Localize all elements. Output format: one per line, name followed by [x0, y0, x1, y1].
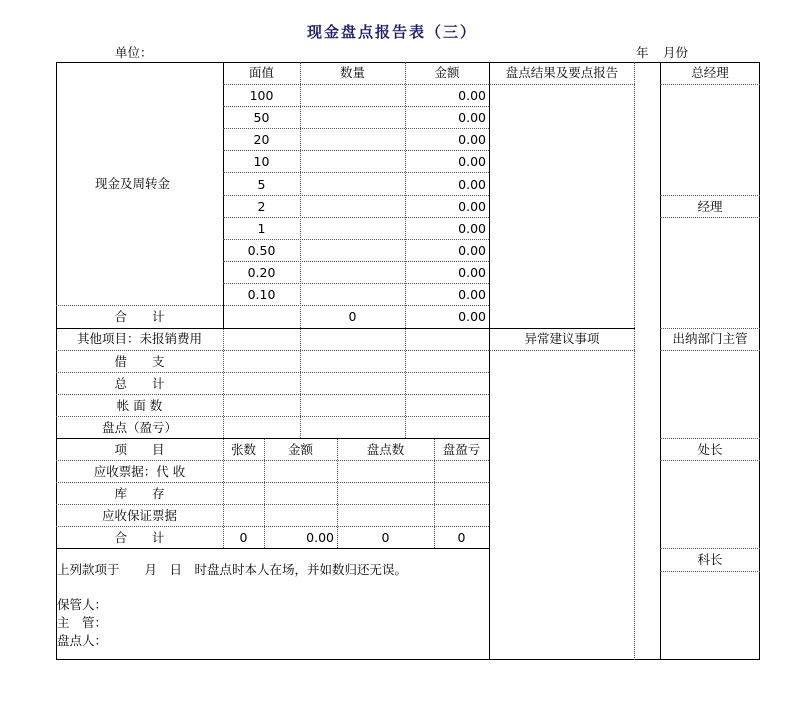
denomination-cell: 2	[257, 199, 266, 214]
amount-cell: 0.00	[458, 243, 486, 258]
custodian-label: 保管人：	[57, 597, 108, 612]
notes-row-label: 应收保证票据	[101, 508, 177, 523]
cash-section-label: 现金及周转金	[95, 176, 171, 191]
approval-division-chief: 处长	[697, 442, 723, 457]
notes-col-counted: 盘点数	[366, 442, 405, 457]
notes-col-item: 项 目	[114, 442, 165, 457]
unit-label: 单位：	[115, 45, 153, 60]
approval-manager: 经理	[697, 199, 723, 214]
divider-results-inner	[634, 62, 635, 660]
page-title: 现金盘点报告表（三）	[307, 23, 478, 41]
total-label: 合 计	[114, 309, 165, 324]
notes-col-surplus: 盘盈亏	[442, 442, 481, 457]
borrow-label: 借 支	[114, 354, 165, 369]
amount-cell: 0.00	[458, 154, 486, 169]
surplus-label: 盘点（盈亏）	[101, 420, 177, 435]
notes-total-count: 0	[239, 530, 248, 545]
denomination-cell: 5	[257, 177, 266, 192]
denomination-cell: 1	[257, 221, 266, 236]
declaration-text: 上列款项于 月 日 时盘点时本人在场，并如数归还无误。	[57, 562, 408, 577]
denomination-cell: 10	[253, 154, 270, 169]
approval-cashier-head: 出纳部门主管	[672, 331, 748, 346]
notes-total-label: 合 计	[114, 530, 165, 545]
notes-row-label: 库 存	[114, 486, 165, 501]
approval-section-chief: 科长	[697, 552, 723, 567]
supervisor-label: 主 管：	[57, 615, 108, 630]
counter-label: 盘点人：	[57, 633, 108, 648]
denomination-cell: 0.20	[247, 265, 276, 280]
book-label: 帐 面 数	[116, 398, 163, 413]
notes-col-amount: 金额	[287, 442, 313, 457]
denomination-cell: 50	[253, 110, 270, 125]
denomination-cell: 0.10	[247, 287, 276, 302]
denomination-cell: 0.50	[247, 243, 276, 258]
divider-results	[489, 62, 490, 660]
notes-total-amount: 0.00	[306, 530, 334, 545]
col-amount: 金额	[434, 65, 460, 80]
month-label: 月份	[663, 45, 689, 60]
amount-cell: 0.00	[458, 132, 486, 147]
amount-cell: 0.00	[458, 110, 486, 125]
denomination-cell: 20	[253, 132, 270, 147]
amount-cell: 0.00	[458, 88, 486, 103]
total-quantity: 0	[348, 309, 357, 324]
amount-cell: 0.00	[458, 221, 486, 236]
col-denomination: 面值	[248, 65, 274, 80]
denomination-cell: 100	[249, 88, 274, 103]
col-quantity: 数量	[339, 65, 365, 80]
amount-cell: 0.00	[458, 199, 486, 214]
approval-general-manager: 总经理	[691, 65, 729, 80]
abnormal-header: 异常建议事项	[524, 331, 600, 346]
notes-col-count: 张数	[230, 442, 256, 457]
amount-cell: 0.00	[458, 177, 486, 192]
notes-total-surplus: 0	[457, 530, 466, 545]
result-header: 盘点结果及要点报告	[505, 65, 619, 80]
notes-row-label: 应收票据：代 收	[93, 464, 186, 479]
sum-label: 总 计	[114, 376, 165, 391]
other-items-label: 其他项目：未报销费用	[76, 331, 202, 346]
amount-cell: 0.00	[458, 287, 486, 302]
notes-total-counted: 0	[381, 530, 390, 545]
amount-cell: 0.00	[458, 265, 486, 280]
year-label: 年	[636, 45, 649, 60]
total-amount: 0.00	[458, 309, 486, 324]
